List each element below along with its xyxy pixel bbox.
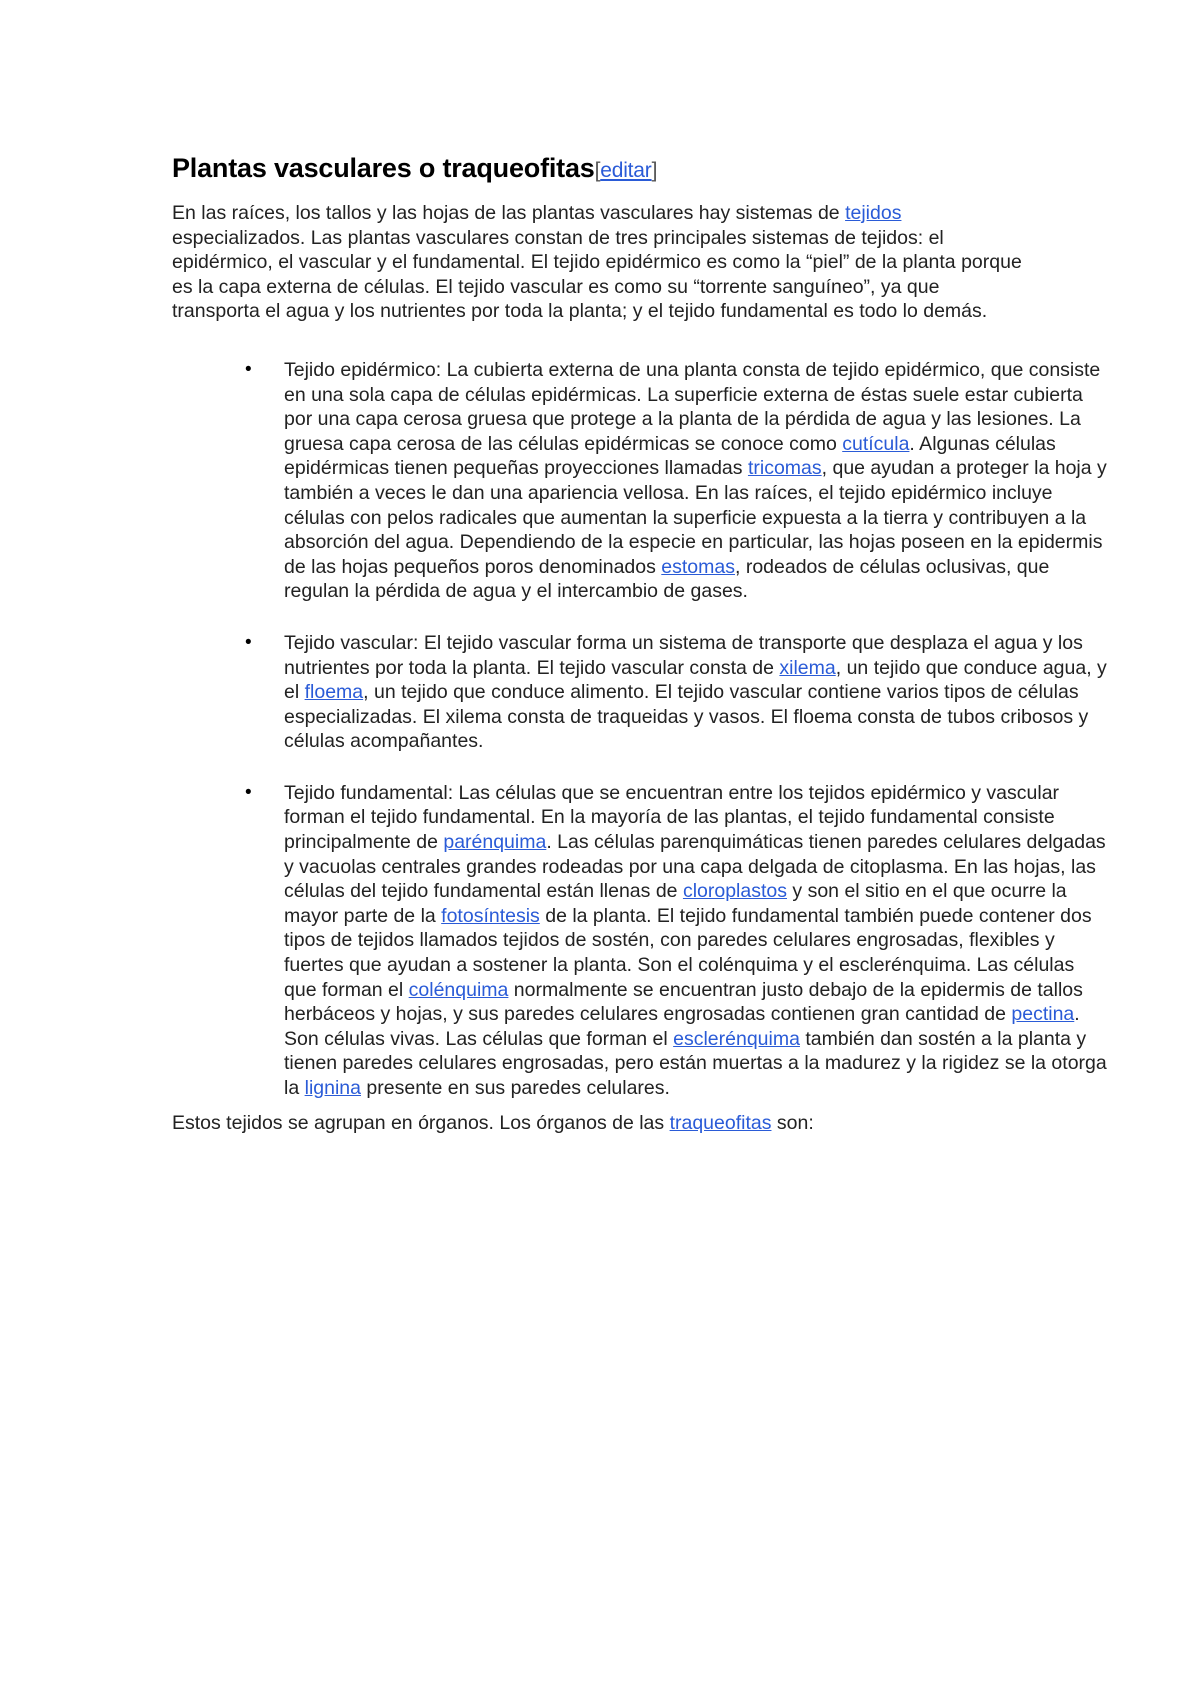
link-cloroplastos[interactable]: cloroplastos bbox=[682, 880, 787, 903]
link-tricomas[interactable]: tricomas bbox=[747, 457, 822, 480]
tissue-list bbox=[172, 358, 1107, 1101]
link-colenquima[interactable]: colénquima bbox=[408, 978, 509, 1001]
link-esclerenquima[interactable]: esclerénquima bbox=[673, 1027, 800, 1050]
link-tejidos[interactable]: tejidos bbox=[845, 202, 902, 224]
bullet-icon: • bbox=[245, 358, 252, 380]
edit-bracket-close: ] bbox=[651, 159, 658, 182]
document-page bbox=[172, 150, 1107, 1135]
list-item-epidermico: • Tejido epidérmico: La cubierta externa de una planta consta de tejido epidérmico, que consiste en una sola capa de células epidérmicas. La superficie externa de éstas suele estar cubierta por una capa cerosa gruesa que protege a la planta de la pérdida de agua y las lesiones. La gruesa capa cerosa de las células epidérmicas se conoce como cutícula. Algunas células epidérmicas tienen pequeñas proyecciones llamadas tricomas, que ayudan a proteger la hoja y también a veces le dan una apariencia vellosa. En las raíces, el tejido epidérmico incluye células con pelos radicales que aumentan la superficie expuesta a la tierra y contribuyen a la absorción del agua. Dependiendo de la especie en particular, las hojas poseen en la epidermis de las hojas pequeños poros denominados estomas, rodeados de células oclusivas, que regulan la pérdida de agua y el intercambio de gases. bbox=[245, 358, 1107, 603]
link-traqueofitas[interactable]: traqueofitas bbox=[669, 1111, 772, 1134]
section-title: Plantas vasculares o traqueofitas bbox=[172, 153, 595, 183]
link-pectina[interactable]: pectina bbox=[1011, 1003, 1075, 1026]
list-item-fundamental: • Tejido fundamental: Las células que se encuentran entre los tejidos epidérmico y vascular forman el tejido fundamental. En la mayoría de las plantas, el tejido fundamental consiste principalmente de parénquima. Las células parenquimáticas tienen paredes celulares delgadas y vacuolas centrales grandes rodeadas por una capa delgada de citoplasma. En las hojas, las células del tejido fundamental están llenas de cloroplastos y son el sitio en el que ocurre la mayor parte de la fotosíntesis de la planta. El tejido fundamental también puede contener dos tipos de tejidos llamados tejidos de sostén, con paredes celulares engrosadas, flexibles y fuertes que ayudan a sostener la planta. Son el colénquima y el esclerénquima. Las células que forman el colénquima normalmente se encuentran justo debajo de la epidermis de tallos herbáceos y hojas, y sus paredes celulares engrosadas contienen gran cantidad de pectina. Son células vivas. Las células que forman el esclerénquima también dan sostén a la planta y tienen paredes celulares engrosadas, pero están muertas a la madurez y la rigidez se la otorga la lignina presente en sus paredes celulares. bbox=[245, 781, 1107, 1099]
edit-section bbox=[595, 159, 658, 182]
link-estomas[interactable]: estomas bbox=[661, 555, 735, 578]
edit-bracket-open: [ bbox=[594, 159, 601, 182]
link-floema[interactable]: floema bbox=[304, 681, 364, 704]
bullet-icon: • bbox=[245, 781, 252, 803]
list-item-vascular: • Tejido vascular: El tejido vascular forma un sistema de transporte que desplaza el agua y los nutrientes por toda la planta. El tejido vascular consta de xilema, un tejido que conduce agua, y el floema, un tejido que conduce alimento. El tejido vascular contiene varios tipos de células especializadas. El xilema consta de traqueidas y vasos. El floema consta de tubos cribosos y células acompañantes. bbox=[245, 631, 1107, 753]
link-cuticula[interactable]: cutícula bbox=[842, 432, 910, 455]
bullet-icon: • bbox=[245, 631, 252, 653]
link-fotosintesis[interactable]: fotosíntesis bbox=[441, 904, 540, 927]
link-lignina[interactable]: lignina bbox=[304, 1077, 361, 1099]
link-xilema[interactable]: xilema bbox=[779, 656, 836, 679]
link-parenquima[interactable]: parénquima bbox=[443, 831, 547, 854]
closing-paragraph: Estos tejidos se agrupan en órganos. Los órganos de las traqueofitas son: bbox=[172, 1111, 814, 1134]
intro-paragraph: En las raíces, los tallos y las hojas de las plantas vasculares hay sistemas de tejidos especializados. Las plantas vasculares constan de tres principales sistemas de tejidos: el epidérmico, el vascular y el fundamental. El tejido epidérmico es como la “piel” de la planta porque es la capa externa de células. El tejido vascular es como su “torrente sanguíneo”, ya que transporta el agua y los nutrientes por toda la planta; y el tejido fundamental es todo lo demás. bbox=[172, 202, 1022, 323]
edit-link[interactable]: editar bbox=[600, 159, 652, 182]
section-heading bbox=[172, 150, 1042, 189]
